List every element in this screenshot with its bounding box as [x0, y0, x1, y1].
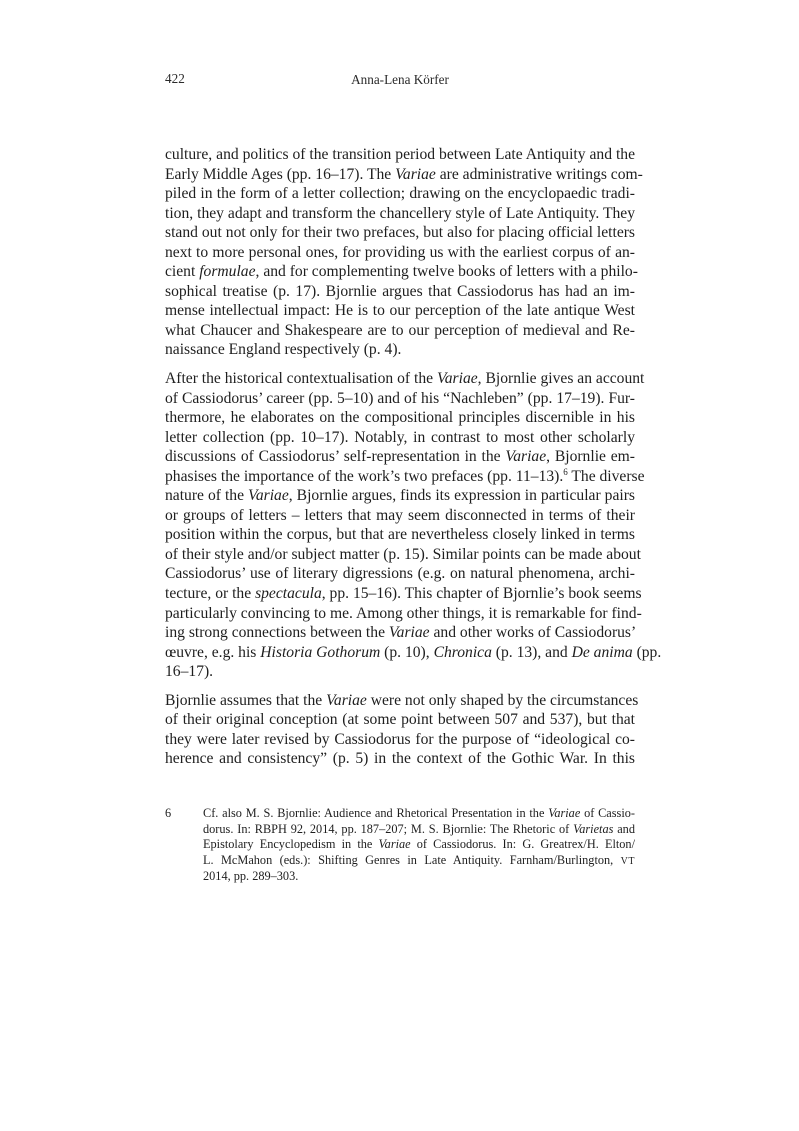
footnote-line: 2014, pp. 289–303.: [203, 869, 299, 884]
footnote-ref[interactable]: 6: [563, 466, 568, 477]
italic-term: Variae: [248, 487, 289, 505]
footnote-number: 6: [165, 806, 172, 820]
text-line: phasises the importance of the work’s two prefaces (pp. 11–13).$^6$ The diverse: [165, 466, 645, 485]
text-line: discussions of Cassiodorus’ self-representation in the Variae, Bjornlie em-: [165, 448, 635, 466]
italic-term: Variae: [505, 448, 547, 466]
italic-term: formulae: [199, 263, 256, 281]
italic-term: De anima: [571, 643, 633, 661]
footnote-line: dorus. In: RBPH 92, 2014, pp. 187–207; M. S. Bjornlie: The Rhetoric of Varietas and: [203, 821, 635, 836]
footnote: [165, 806, 635, 885]
text-line: After the historical contextualisation of the Variae, Bjornlie gives an account: [165, 370, 645, 388]
footnote-line: Epistolary Encyclopedism in the Variae of Cassiodorus. In: G. Greatrex/H. Elton/: [203, 837, 635, 852]
small-caps: VT: [620, 855, 635, 867]
text-line: or groups of letters – letters that may seem disconnected in terms of their: [165, 506, 635, 524]
text-line: of Cassiodorus’ career (pp. 5–10) and of his “Nachleben” (pp. 17–19). Fur-: [165, 389, 635, 407]
body-text: [165, 145, 662, 778]
text-line: ing strong connections between the Variae and other works of Cassiodorus’: [165, 624, 637, 642]
footnote-line: Cf. also M. S. Bjornlie: Audience and Rhetorical Presentation in the Variae of Cassio-: [203, 806, 635, 820]
text-line: naissance England respectively (p. 4).: [165, 341, 402, 359]
text-line: of their original conception (at some point between 507 and 537), but that: [165, 711, 635, 729]
paragraph: [165, 145, 643, 360]
italic-term: Variae: [388, 624, 430, 642]
italic-term: Historia Gothorum: [260, 643, 381, 661]
italic-term: Varietas: [573, 821, 614, 836]
text-line: Bjornlie assumes that the Variae were not only shaped by the circumstances: [165, 691, 639, 709]
text-line: tion, they adapt and transform the chancellery style of Late Antiquity. They: [165, 204, 635, 222]
italic-term: Variae: [548, 806, 581, 820]
text-line: what Chaucer and Shakespeare are to our perception of medieval and Re-: [165, 321, 635, 339]
text-line: thermore, he elaborates on the compositional principles discernible in his: [165, 409, 635, 427]
paragraph: [165, 691, 639, 769]
footnote-line: L. McMahon (eds.): Shifting Genres in Late Antiquity. Farnham/Burlington, VT: [203, 852, 635, 867]
italic-term: spectacula: [255, 585, 322, 603]
italic-term: Variae: [326, 691, 367, 709]
italic-term: Variae: [436, 370, 478, 388]
text-line: letter collection (pp. 10–17). Notably, in contrast to most other scholarly: [165, 428, 635, 446]
text-line: nature of the Variae, Bjornlie argues, finds its expression in particular pairs: [165, 487, 635, 505]
text-line: particularly convincing to me. Among other things, it is remarkable for find-: [165, 604, 642, 622]
text-line: mense intellectual impact: He is to our perception of the late antique West: [165, 302, 635, 320]
paragraph: [165, 369, 662, 682]
text-line: piled in the form of a letter collection; drawing on the encyclopaedic tradi-: [165, 185, 635, 203]
footnotes: [165, 806, 635, 885]
text-line: Cassiodorus’ use of literary digressions (e.g. on natural phenomena, archi-: [165, 565, 635, 583]
text-line: stand out not only for their two prefaces, but also for placing official letters: [165, 224, 635, 242]
text-line: 16–17).: [165, 663, 214, 681]
text-line: tecture, or the spectacula, pp. 15–16). This chapter of Bjornlie’s book seems: [165, 585, 642, 603]
italic-term: Variae: [395, 165, 436, 183]
italic-term: Chronica: [433, 643, 492, 661]
text-line: of their style and/or subject matter (p. 15). Similar points can be made about: [165, 545, 641, 563]
text-line: Early Middle Ages (pp. 16–17). The Variae are administrative writings com-: [165, 165, 643, 183]
page-header: [165, 71, 635, 91]
text-line: position within the corpus, but that are nevertheless closely linked in terms: [165, 526, 635, 544]
page-number: 422: [165, 71, 185, 86]
text-line: herence and consistency” (p. 5) in the context of the Gothic War. In this: [165, 750, 635, 768]
running-head: Anna-Lena Körfer: [351, 72, 449, 87]
text-line: next to more personal ones, for providing us with the earliest corpus of an-: [165, 243, 635, 261]
text-line: œuvre, e.g. his Historia Gothorum (p. 10), Chronica (p. 13), and De anima (pp.: [165, 643, 662, 661]
text-line: sophical treatise (p. 17). Bjornlie argues that Cassiodorus has had an im-: [165, 282, 635, 300]
text-line: culture, and politics of the transition period between Late Antiquity and the: [165, 146, 635, 163]
italic-term: Variae: [378, 837, 411, 852]
text-line: they were later revised by Cassiodorus for the purpose of “ideological co-: [165, 730, 635, 748]
text-line: cient formulae, and for complementing twelve books of letters with a philo-: [165, 263, 638, 281]
